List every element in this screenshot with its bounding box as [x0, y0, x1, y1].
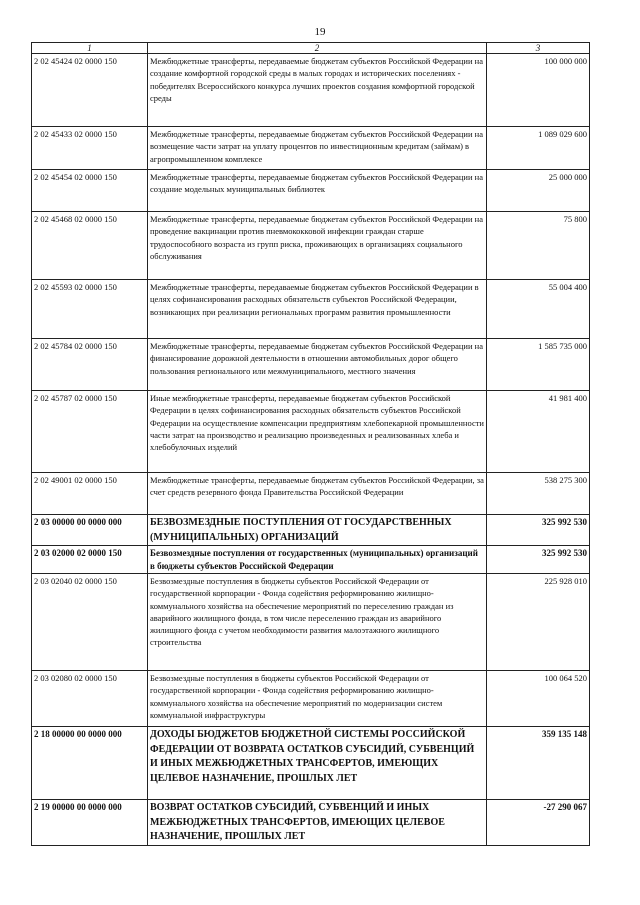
budget-code: 2 18 00000 00 0000 000	[32, 727, 148, 800]
table-row	[32, 671, 590, 727]
row-description: ВОЗВРАТ ОСТАТКОВ СУБСИДИЙ, СУБВЕНЦИЙ И ИНЫХ МЕЖБЮДЖЕТНЫХ ТРАНСФЕРТОВ, ИМЕЮЩИХ ЦЕЛЕВОЕ НАЗНАЧЕНИЕ, ПРОШЛЫХ ЛЕТ	[148, 800, 487, 846]
row-description: БЕЗВОЗМЕЗДНЫЕ ПОСТУПЛЕНИЯ ОТ ГОСУДАРСТВЕННЫХ (МУНИЦИПАЛЬНЫХ) ОРГАНИЗАЦИЙ	[148, 515, 487, 546]
column-header-amount: 3	[487, 43, 590, 54]
table-row	[32, 280, 590, 339]
row-amount: 225 928 010	[487, 574, 590, 671]
row-description: Безвозмездные поступления в бюджеты субъектов Российской Федерации от государственной корпорации - Фонда содействия реформированию жилищно-коммунального хозяйства на обеспечение мероприятий по переселению граждан из аварийного жилищного фонда, в том числе переселению граждан из аварийного жилищного фонда с учетом необходимости развития малоэтажного жилищного строительства	[148, 574, 487, 671]
budget-code: 2 02 45468 02 0000 150	[32, 212, 148, 280]
budget-code: 2 03 02040 02 0000 150	[32, 574, 148, 671]
row-description: Межбюджетные трансферты, передаваемые бюджетам субъектов Российской Федерации на создание комфортной городской среды в малых городах и исторических поселениях - победителях Всероссийского конкурса лучших проектов создания комфортной городской среды	[148, 54, 487, 127]
budget-code: 2 19 00000 00 0000 000	[32, 800, 148, 846]
row-description: Межбюджетные трансферты, передаваемые бюджетам субъектов Российской Федерации на создание модельных муниципальных библиотек	[148, 170, 487, 212]
table-row	[32, 212, 590, 280]
budget-code: 2 03 00000 00 0000 000	[32, 515, 148, 546]
table-row	[32, 727, 590, 800]
row-amount: -27 290 067	[487, 800, 590, 846]
budget-code: 2 02 45784 02 0000 150	[32, 339, 148, 391]
row-amount: 41 981 400	[487, 391, 590, 473]
table-row	[32, 546, 590, 574]
row-description: Безвозмездные поступления от государственных (муниципальных) организаций в бюджеты субъектов Российской Федерации	[148, 546, 487, 574]
budget-code: 2 02 45593 02 0000 150	[32, 280, 148, 339]
row-description: Межбюджетные трансферты, передаваемые бюджетам субъектов Российской Федерации на финансирование дорожной деятельности в отношении автомобильных дорог общего пользования регионального или межмуниципального, местного значения	[148, 339, 487, 391]
column-header-description: 2	[148, 43, 487, 54]
table-row	[32, 800, 590, 846]
budget-code: 2 02 45454 02 0000 150	[32, 170, 148, 212]
row-description: Межбюджетные трансферты, передаваемые бюджетам субъектов Российской Федерации в целях софинансирования расходных обязательств субъектов Российской Федерации, возникающих при реализации региональных программ развития промышленности	[148, 280, 487, 339]
page-number: 19	[314, 26, 326, 38]
table-row	[32, 473, 590, 515]
row-amount: 75 800	[487, 212, 590, 280]
budget-code: 2 02 45433 02 0000 150	[32, 127, 148, 170]
budget-code: 2 03 02080 02 0000 150	[32, 671, 148, 727]
row-description: Межбюджетные трансферты, передаваемые бюджетам субъектов Российской Федерации, за счет средств резервного фонда Правительства Российской Федерации	[148, 473, 487, 515]
row-amount: 55 004 400	[487, 280, 590, 339]
table-row	[32, 54, 590, 127]
row-amount: 1 089 029 600	[487, 127, 590, 170]
budget-code: 2 02 45424 02 0000 150	[32, 54, 148, 127]
budget-code: 2 02 45787 02 0000 150	[32, 391, 148, 473]
row-amount: 538 275 300	[487, 473, 590, 515]
row-amount: 100 000 000	[487, 54, 590, 127]
row-amount: 1 585 735 000	[487, 339, 590, 391]
row-description: Межбюджетные трансферты, передаваемые бюджетам субъектов Российской Федерации на проведение вакцинации против пневмококковой инфекции граждан старше трудоспособного возраста из групп риска, проживающих в организациях социального обслуживания	[148, 212, 487, 280]
budget-table	[31, 42, 590, 846]
row-amount: 25 000 000	[487, 170, 590, 212]
row-description: ДОХОДЫ БЮДЖЕТОВ БЮДЖЕТНОЙ СИСТЕМЫ РОССИЙСКОЙ ФЕДЕРАЦИИ ОТ ВОЗВРАТА ОСТАТКОВ СУБСИДИЙ, СУБВЕНЦИЙ И ИНЫХ МЕЖБЮДЖЕТНЫХ ТРАНСФЕРТОВ, ИМЕЮЩИХ ЦЕЛЕВОЕ НАЗНАЧЕНИЕ, ПРОШЛЫХ ЛЕТ	[148, 727, 487, 800]
table-header-row	[32, 43, 590, 54]
table-row	[32, 170, 590, 212]
budget-code: 2 02 49001 02 0000 150	[32, 473, 148, 515]
table-row	[32, 574, 590, 671]
row-amount: 359 135 148	[487, 727, 590, 800]
table-row	[32, 391, 590, 473]
row-description: Межбюджетные трансферты, передаваемые бюджетам субъектов Российской Федерации на возмещение части затрат на уплату процентов по инвестиционным кредитам (займам) в агропромышленном комплексе	[148, 127, 487, 170]
budget-code: 2 03 02000 02 0000 150	[32, 546, 148, 574]
table-row	[32, 515, 590, 546]
row-amount: 100 064 520	[487, 671, 590, 727]
table-row	[32, 339, 590, 391]
row-amount: 325 992 530	[487, 515, 590, 546]
table-row	[32, 127, 590, 170]
row-description: Безвозмездные поступления в бюджеты субъектов Российской Федерации от государственной корпорации - Фонда содействия реформированию жилищно-коммунального хозяйства на обеспечение мероприятий по модернизации систем коммунальной инфраструктуры	[148, 671, 487, 727]
column-header-code: 1	[32, 43, 148, 54]
row-amount: 325 992 530	[487, 546, 590, 574]
row-description: Иные межбюджетные трансферты, передаваемые бюджетам субъектов Российской Федерации в целях софинансирования расходных обязательств субъектов Российской Федерации на осуществление компенсации предприятиям хлебопекарной промышленности части затрат на производство и реализацию произведенных и реализованных хлеба и хлебобулочных изделий	[148, 391, 487, 473]
